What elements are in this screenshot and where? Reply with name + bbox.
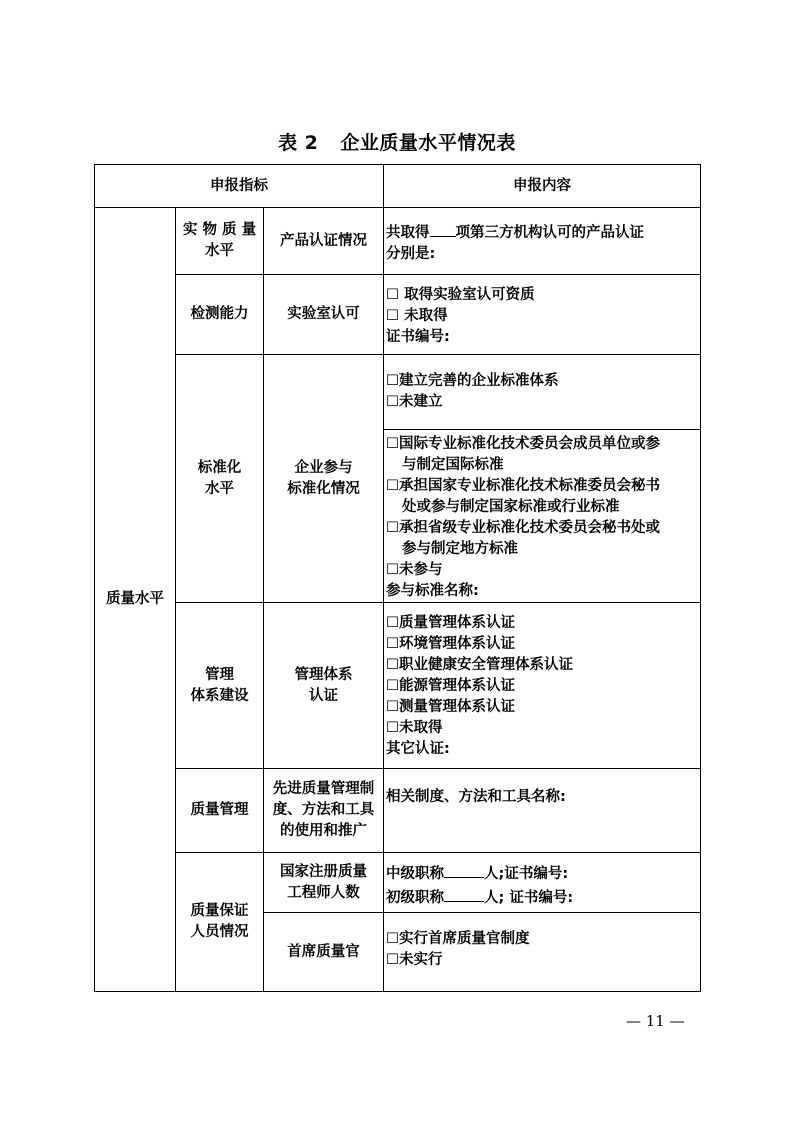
page-number: — 11 — xyxy=(626,1012,685,1030)
section-physical-item: 产品认证情况 xyxy=(264,208,384,275)
section-cqo-item: 首席质量官 xyxy=(264,913,384,992)
checkbox-std-not-built[interactable]: ☐未建立 xyxy=(386,394,443,410)
cert-count-blank[interactable] xyxy=(430,220,456,237)
section-testing-name: 检测能力 xyxy=(176,275,264,355)
section-standard-content[interactable] xyxy=(384,355,701,603)
checkbox-cqo-not-implemented[interactable]: ☐未实行 xyxy=(386,952,443,968)
section-management-name: 管理 体系建设 xyxy=(176,603,264,769)
section-qm-content[interactable]: 相关制度、方法和工具名称: xyxy=(384,769,701,853)
checkbox-quality-mgmt[interactable]: ☐质量管理体系认证 xyxy=(386,615,516,631)
section-standard-name: 标准化 水平 xyxy=(176,355,264,603)
checkbox-lab-accredited[interactable]: ☐ 取得实验室认可资质 xyxy=(386,287,535,303)
checkbox-ohs-mgmt[interactable]: ☐职业健康安全管理体系认证 xyxy=(386,657,574,673)
mid-count-blank[interactable] xyxy=(444,861,484,878)
section-management-content[interactable]: ☐质量管理体系认证 ☐环境管理体系认证 ☐职业健康安全管理体系认证 ☐能源管理体系认证 ☐测量管理体系认证 ☐未取得 其它认证: xyxy=(384,603,701,769)
checkbox-std-not-participated[interactable]: ☐未参与 xyxy=(386,562,443,578)
checkbox-std-international[interactable]: ☐国际专业标准化技术委员会成员单位或参 xyxy=(386,436,661,452)
section-engineer-item: 国家注册质量 工程师人数 xyxy=(264,853,384,913)
header-indicator: 申报指标 xyxy=(95,165,384,208)
header-content: 申报内容 xyxy=(384,165,701,208)
checkbox-std-national[interactable]: ☐承担国家专业标准化技术标准委员会秘书 xyxy=(386,478,661,494)
section-testing-item: 实验室认可 xyxy=(264,275,384,355)
checkbox-std-provincial[interactable]: ☐承担省级专业标准化技术委员会秘书处或 xyxy=(386,520,661,536)
section-management-item: 管理体系 认证 xyxy=(264,603,384,769)
page-title xyxy=(0,128,794,155)
section-physical-content[interactable]: 共取得 项第三方机构认可的产品认证 分别是: xyxy=(384,208,701,275)
table-title: 企业质量水平情况表 xyxy=(340,132,516,154)
junior-count-blank[interactable] xyxy=(444,885,484,902)
section-personnel-name: 质量保证 人员情况 xyxy=(176,853,264,992)
section-qm-item: 先进质量管理制 度、方法和工具 的使用和推广 xyxy=(264,769,384,853)
checkbox-lab-not-obtained[interactable]: ☐ 未取得 xyxy=(386,308,448,324)
section-physical-name: 实 物 质 量 水平 xyxy=(176,208,264,275)
checkbox-mgmt-not-obtained[interactable]: ☐未取得 xyxy=(386,720,443,736)
section-testing-content[interactable]: ☐ 取得实验室认可资质 ☐ 未取得 证书编号: xyxy=(384,275,701,355)
std-participation-block: ☐国际专业标准化技术委员会成员单位或参 与制定国际标准 ☐承担国家专业标准化技术标准委员会秘书 处或参与制定国家标准或行业标准 ☐承担省级专业标准化技术委员会秘书处或 参与制定地方标准 ☐未参与 参与标准名称: xyxy=(384,429,700,602)
checkbox-measure-mgmt[interactable]: ☐测量管理体系认证 xyxy=(386,699,516,715)
table-number: 表 2 xyxy=(278,132,319,154)
section-standard-item: 企业参与 标准化情况 xyxy=(264,355,384,603)
section-engineer-content[interactable]: 中级职称 人;证书编号: 初级职称 人; 证书编号: xyxy=(384,853,701,913)
quality-level-table xyxy=(94,164,701,992)
checkbox-cqo-implemented[interactable]: ☐实行首席质量官制度 xyxy=(386,931,530,947)
category-cell: 质量水平 xyxy=(95,208,176,992)
section-cqo-content[interactable] xyxy=(384,913,701,992)
checkbox-env-mgmt[interactable]: ☐环境管理体系认证 xyxy=(386,636,516,652)
section-qm-name: 质量管理 xyxy=(176,769,264,853)
checkbox-energy-mgmt[interactable]: ☐能源管理体系认证 xyxy=(386,678,516,694)
checkbox-std-system[interactable]: ☐建立完善的企业标准体系 xyxy=(386,373,559,389)
